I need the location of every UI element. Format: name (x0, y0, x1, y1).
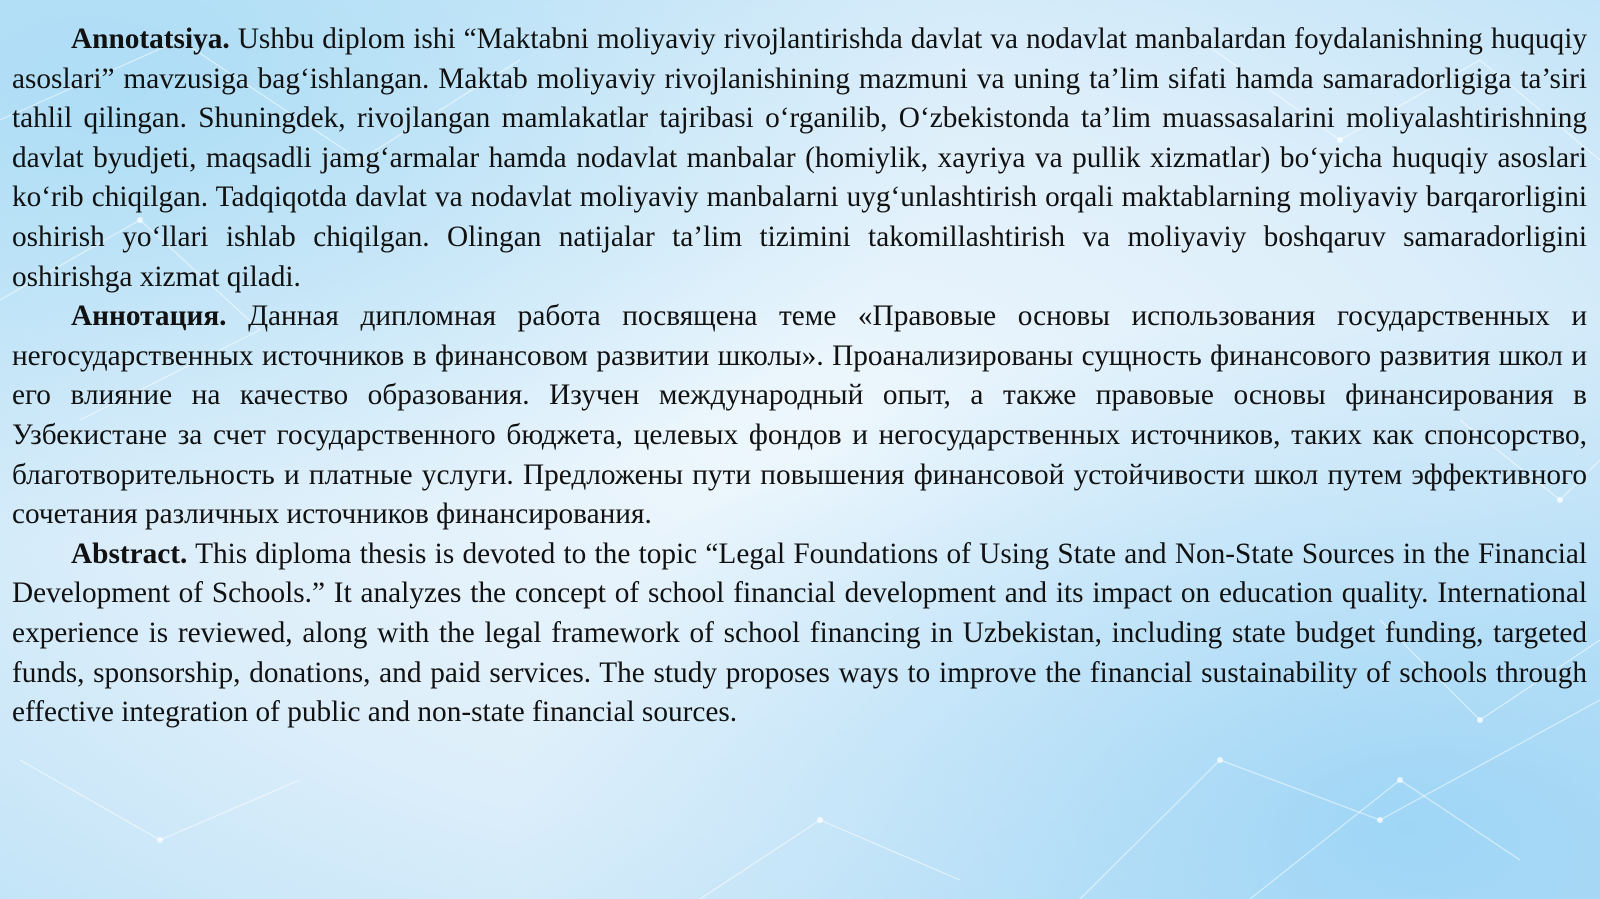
paragraph-russian (12, 297, 1587, 535)
paragraph-label-english: Abstract. (71, 537, 188, 570)
abstract-text-block (12, 20, 1587, 733)
paragraph-text-russian: Данная дипломная работа посвящена теме «Правовые основы использования государственных и негосударственных источников в финансовом развитии школы». Проанализированы сущность финансового развития школ и его влияние на качество образования. Изучен международный опыт, а также правовые основы финансирования в Узбекистане за счет государственного бюджета, целевых фондов и негосударственных источников, таких как спонсорство, благотворительность и платные услуги. Предложены пути повышения финансовой устойчивости школ путем эффективного сочетания различных источников финансирования. (12, 300, 1587, 531)
paragraph-text-uzbek: Ushbu diplom ishi “Maktabni moliyaviy rivojlantirishda davlat va nodavlat manbalardan foydalanishning huquqiy asoslari” mavzusiga bag‘ishlangan. Maktab moliyaviy rivojlanishining mazmuni va uning ta’lim sifati hamda samaradorligiga ta’siri tahlil qilingan. Shuningdek, rivojlangan mamlakatlar tajribasi o‘rganilib, O‘zbekistonda ta’lim muassasalarini moliyalashtirishning davlat byudjeti, maqsadli jamg‘armalar hamda nodavlat manbalar (homiylik, xayriya va pullik xizmatlar) bo‘yicha huquqiy asoslari ko‘rib chiqilgan. Tadqiqotda davlat va nodavlat moliyaviy manbalarni uyg‘unlashtirish orqali maktablarning moliyaviy barqarorligini oshirish yo‘llari ishlab chiqilgan. Olingan natijalar ta’lim tizimini takomillashtirish va moliyaviy boshqaruv samaradorligini oshirishga xizmat qiladi. (12, 23, 1587, 293)
paragraph-english (12, 535, 1587, 733)
paragraph-uzbek (12, 20, 1587, 297)
paragraph-text-english: This diploma thesis is devoted to the topic “Legal Foundations of Using State and Non-State Sources in the Financial Development of Schools.” It analyzes the concept of school financial development and its impact on education quality. International experience is reviewed, along with the legal framework of school financing in Uzbekistan, including state budget funding, targeted funds, sponsorship, donations, and paid services. The study proposes ways to improve the financial sustainability of schools through effective integration of public and non-state financial sources. (12, 537, 1587, 729)
paragraph-label-russian: Аннотация. (71, 300, 227, 333)
paragraph-label-uzbek: Annotatsiya. (71, 23, 230, 55)
